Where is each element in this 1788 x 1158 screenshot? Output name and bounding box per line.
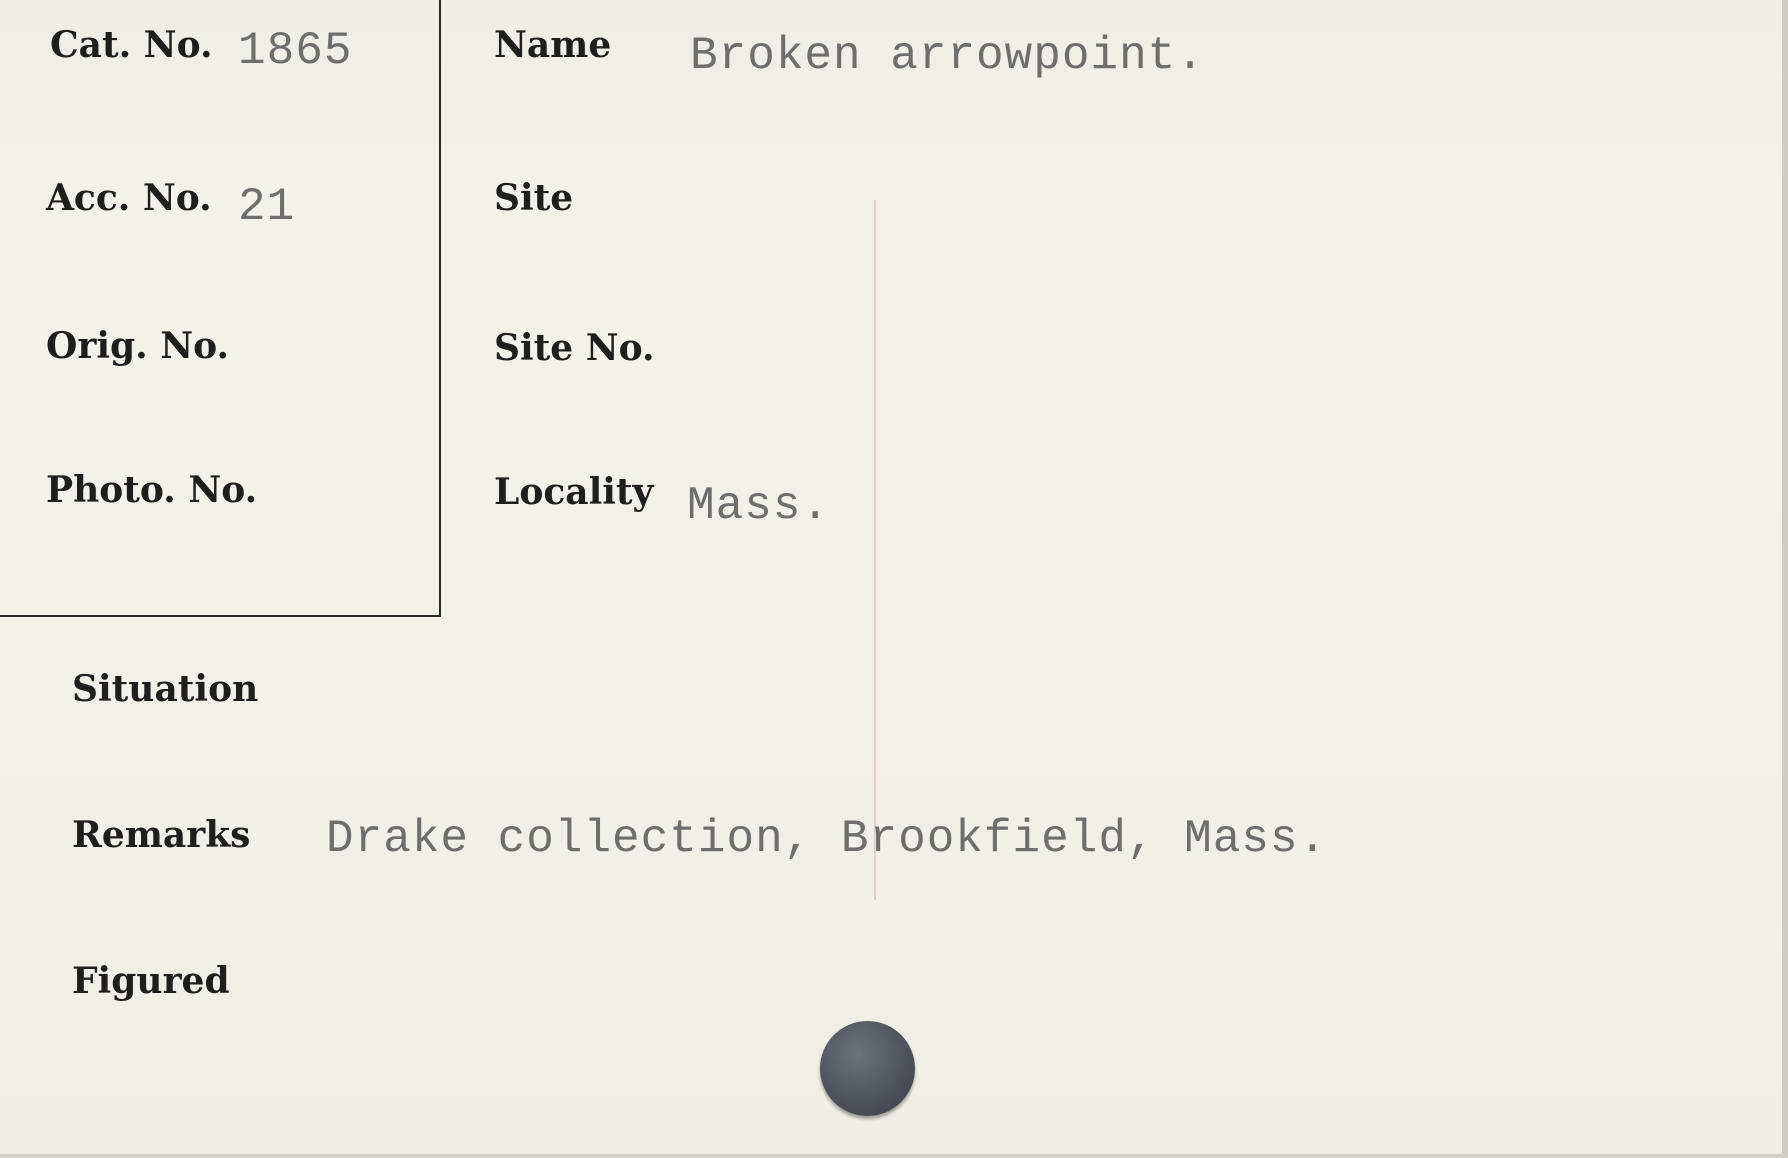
orig-no-label: Orig. No. (46, 325, 230, 367)
remarks-label: Remarks (72, 814, 251, 856)
card-bottom-edge (0, 1154, 1788, 1158)
id-numbers-box (0, 0, 441, 617)
acc-no-value: 21 (238, 181, 296, 233)
acc-no-label: Acc. No. (46, 177, 212, 219)
remarks-value: Drake collection, Brookfield, Mass. (326, 813, 1328, 865)
photo-no-label: Photo. No. (46, 469, 258, 511)
locality-label: Locality (494, 471, 654, 513)
name-value: Broken arrowpoint. (690, 30, 1205, 82)
margin-line (874, 200, 876, 900)
cat-no-value: 1865 (238, 25, 353, 77)
site-label: Site (494, 177, 574, 219)
locality-value: Mass. (687, 480, 831, 532)
name-label: Name (494, 24, 612, 66)
figured-label: Figured (72, 960, 230, 1002)
card-right-edge (1782, 0, 1788, 1158)
cat-no-label: Cat. No. (50, 24, 213, 66)
punch-hole (820, 1021, 915, 1116)
site-no-label: Site No. (494, 327, 655, 369)
situation-label: Situation (72, 668, 259, 710)
